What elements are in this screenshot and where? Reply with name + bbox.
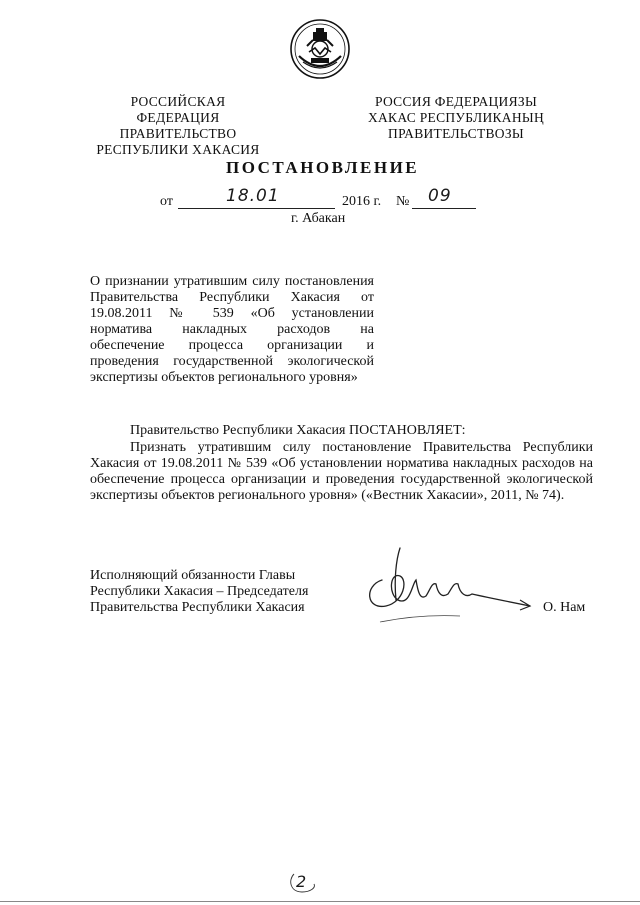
body-line: Признать утратившим силу постановление Правительства Республики — [130, 440, 593, 455]
subject-line: проведения государственной экологической — [90, 354, 374, 369]
scan-bottom-edge — [0, 901, 640, 902]
coat-of-arms-emblem — [289, 18, 351, 80]
subject-line: О признании утратившим силу постановления — [90, 274, 374, 289]
body-line: экспертизы объектов регионального уровня» («Вестник Хакасии», 2011, № 74). — [90, 488, 565, 503]
signatory-position — [90, 568, 308, 616]
position-line: Исполняющий обязанности Главы — [90, 568, 296, 583]
handwritten-signature — [360, 540, 540, 630]
header-left-line: РЕСПУБЛИКИ ХАКАСИЯ — [96, 142, 260, 157]
subject-block — [90, 274, 374, 386]
decree-intro: Правительство Республики Хакасия ПОСТАНОВЛЯЕТ: — [130, 423, 466, 438]
header-left — [90, 94, 266, 158]
document-title: ПОСТАНОВЛЕНИЕ — [226, 158, 420, 177]
page-mark-circle-icon — [288, 870, 318, 896]
subject-line: обеспечение процесса организации и — [90, 338, 374, 353]
header-right-line: ПРАВИТЕЛЬСТВОЗЫ — [388, 126, 524, 141]
subject-line: экспертизы объектов регионального уровня» — [90, 370, 358, 385]
header-left-line: ПРАВИТЕЛЬСТВО — [119, 126, 237, 141]
body-line: обеспечение процесса организации и проведения государственной экологической — [90, 472, 593, 487]
header-right — [360, 94, 552, 142]
subject-line: норматива накладных расходов на — [90, 322, 374, 337]
header-right-line: ХАКАС РЕСПУБЛИКАНЫҢ — [367, 110, 545, 125]
date-handwritten: 18.01 — [226, 186, 280, 206]
date-label: от — [160, 194, 173, 209]
city-label: г. Абакан — [291, 211, 346, 226]
header-left-line: РОССИЙСКАЯ ФЕДЕРАЦИЯ — [130, 94, 226, 125]
body-line: Хакасия от 19.08.2011 № 539 «Об установлении норматива накладных расходов на — [90, 456, 593, 471]
position-line: Республики Хакасия – Председателя — [90, 584, 309, 599]
date-underline — [178, 208, 335, 209]
number-underline — [412, 208, 476, 209]
subject-line: Правительства Республики Хакасия от — [90, 290, 374, 305]
number-handwritten: 09 — [428, 186, 452, 206]
header-right-line: РОССИЯ ФЕДЕРАЦИЯЗЫ — [374, 94, 538, 109]
decree-body — [90, 440, 593, 504]
signatory-name: О. Нам — [543, 600, 586, 615]
position-line: Правительства Республики Хакасия — [90, 600, 305, 615]
page-number-handwritten: 2 — [296, 872, 308, 891]
number-label: № — [396, 194, 410, 209]
year-label: 2016 г. — [342, 194, 382, 209]
subject-line: 19.08.2011 № 539 «Об установлении — [90, 306, 374, 321]
